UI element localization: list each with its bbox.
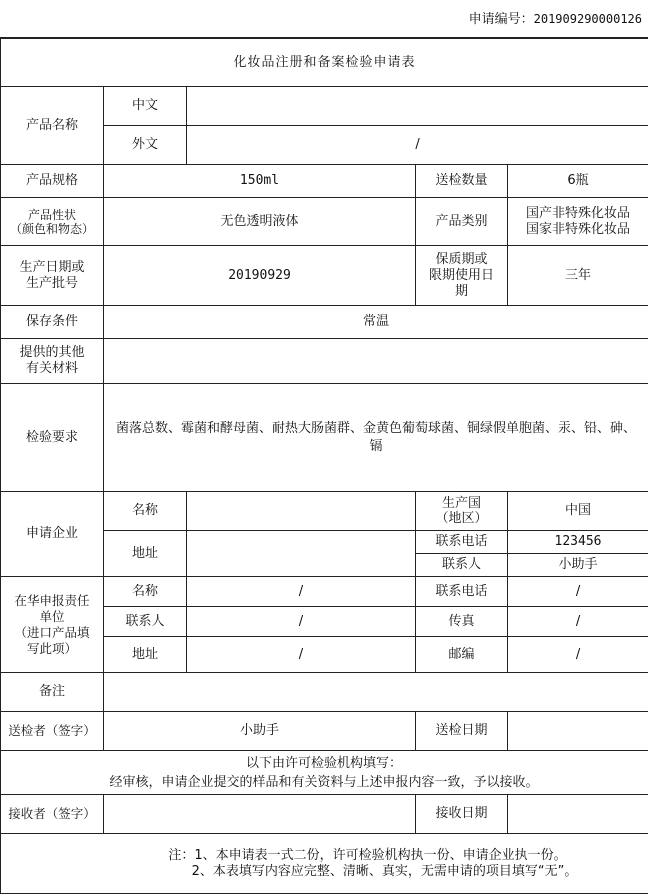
note-line2: 2、本表填写内容应完整、清晰、真实，无需申请的项目填写“无”。 — [4, 864, 645, 880]
institution-note-line2: 经审核，申请企业提交的样品和有关资料与上述申报内容一致，予以接收。 — [3, 773, 645, 792]
applicant-address-label: 地址 — [104, 531, 187, 577]
storage-value[interactable]: 常温 — [104, 306, 648, 339]
specification-value[interactable]: 150ml — [104, 165, 416, 198]
form-title: 化妆品注册和备案检验申请表 — [1, 39, 648, 87]
applicant-label: 申请企业 — [1, 492, 104, 577]
agent-postcode-value[interactable]: / — [508, 637, 648, 673]
remarks-row — [1, 673, 648, 712]
applicant-contact-value[interactable]: 小助手 — [508, 554, 648, 577]
applicant-country-label: 生产国 （地区） — [416, 492, 508, 531]
institution-section — [1, 751, 648, 795]
china-agent-label: 在华申报责任 单位 （进口产品填 写此项） — [1, 577, 104, 673]
notes-row — [1, 834, 648, 894]
specification-row — [1, 165, 648, 198]
application-number-label: 申请编号： — [469, 12, 534, 27]
shelf-life-value[interactable]: 三年 — [508, 246, 648, 306]
product-name-cn-value[interactable] — [187, 87, 648, 126]
product-name-label: 产品名称 — [1, 87, 104, 165]
storage-label: 保存条件 — [1, 306, 104, 339]
institution-note-line1: 以下由许可检验机构填写： — [3, 754, 645, 773]
remarks-value[interactable] — [104, 673, 648, 712]
applicant-country-value[interactable]: 中国 — [508, 492, 648, 531]
submit-date-label: 送检日期 — [416, 712, 508, 751]
note-line1: 注：1、本申请表一式二份，许可检验机构执一份、申请企业执一份。 — [4, 848, 645, 864]
title-row — [1, 39, 648, 87]
property-row — [1, 198, 648, 246]
sample-quantity-label: 送检数量 — [416, 165, 508, 198]
agent-contact-value[interactable]: / — [187, 607, 416, 637]
product-category-line1: 国产非特殊化妆品 — [511, 206, 645, 222]
production-date-value[interactable]: 20190929 — [104, 246, 416, 306]
agent-contact-label: 联系人 — [104, 607, 187, 637]
production-date-label: 生产日期或 生产批号 — [1, 246, 104, 306]
specification-label: 产品规格 — [1, 165, 104, 198]
submitter-label: 送检者（签字） — [1, 712, 104, 751]
submit-date-value[interactable] — [508, 712, 648, 751]
application-number-value: 201909290000126 — [534, 12, 642, 26]
other-materials-value[interactable] — [104, 339, 648, 384]
applicant-phone-label: 联系电话 — [416, 531, 508, 554]
inspection-requirements-label: 检验要求 — [1, 384, 104, 492]
inspection-requirements-value[interactable]: 菌落总数、霉菌和酵母菌、耐热大肠菌群、金黄色葡萄球菌、铜绿假单胞菌、汞、铅、砷、镉 — [104, 384, 648, 492]
shelf-life-label: 保质期或 限期使用日 期 — [416, 246, 508, 306]
receiver-label: 接收者（签字） — [1, 795, 104, 834]
agent-fax-value[interactable]: / — [508, 607, 648, 637]
agent-name-value[interactable]: / — [187, 577, 416, 607]
product-name-cn-label: 中文 — [104, 87, 187, 126]
production-date-row — [1, 246, 648, 306]
product-property-label: 产品性状 （颜色和物态） — [1, 198, 104, 246]
agent-name-row — [1, 577, 648, 607]
receive-date-value[interactable] — [508, 795, 648, 834]
agent-name-label: 名称 — [104, 577, 187, 607]
agent-address-label: 地址 — [104, 637, 187, 673]
product-category-line2: 国家非特殊化妆品 — [511, 222, 645, 238]
application-form-table — [0, 38, 648, 894]
submitter-row — [1, 712, 648, 751]
product-category-value[interactable] — [508, 198, 648, 246]
other-materials-label: 提供的其他 有关材料 — [1, 339, 104, 384]
receive-date-label: 接收日期 — [416, 795, 508, 834]
applicant-name-value[interactable] — [187, 492, 416, 531]
submitter-value[interactable]: 小助手 — [104, 712, 416, 751]
remarks-label: 备注 — [1, 673, 104, 712]
receiver-value[interactable] — [104, 795, 416, 834]
sample-quantity-value[interactable]: 6瓶 — [508, 165, 648, 198]
other-materials-row — [1, 339, 648, 384]
agent-phone-value[interactable]: / — [508, 577, 648, 607]
applicant-contact-label: 联系人 — [416, 554, 508, 577]
applicant-phone-value[interactable]: 123456 — [508, 531, 648, 554]
receiver-row — [1, 795, 648, 834]
agent-phone-label: 联系电话 — [416, 577, 508, 607]
applicant-address-value[interactable] — [187, 531, 416, 577]
inspection-row — [1, 384, 648, 492]
product-category-label: 产品类别 — [416, 198, 508, 246]
product-name-foreign-label: 外文 — [104, 126, 187, 165]
applicant-name-row — [1, 492, 648, 531]
agent-postcode-label: 邮编 — [416, 637, 508, 673]
applicant-name-label: 名称 — [104, 492, 187, 531]
agent-fax-label: 传真 — [416, 607, 508, 637]
product-name-cn-row — [1, 87, 648, 126]
product-property-value[interactable]: 无色透明液体 — [104, 198, 416, 246]
application-number — [0, 0, 648, 38]
storage-row — [1, 306, 648, 339]
agent-address-value[interactable]: / — [187, 637, 416, 673]
notes-section — [1, 834, 648, 894]
product-name-foreign-value[interactable]: / — [187, 126, 648, 165]
institution-row — [1, 751, 648, 795]
